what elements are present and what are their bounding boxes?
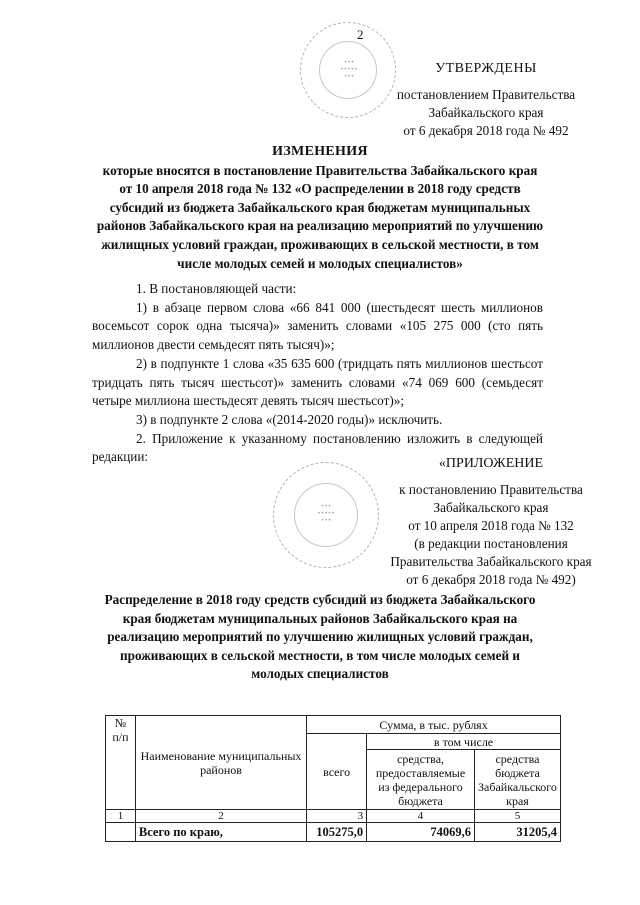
approval-title: УТВЕРЖДЕНЫ — [435, 61, 537, 76]
column-number: 1 — [106, 810, 136, 823]
column-number: 2 — [135, 810, 306, 823]
total-row-regional: 31205,4 — [474, 823, 560, 842]
column-number: 4 — [367, 810, 475, 823]
distribution-table — [105, 715, 561, 842]
total-row-federal: 74069,6 — [367, 823, 475, 842]
appendix-line: от 6 декабря 2018 года № 492) — [406, 572, 576, 587]
approval-block — [381, 60, 591, 140]
appendix-line: от 10 апреля 2018 года № 132 — [408, 518, 574, 533]
column-number: 5 — [474, 810, 560, 823]
appendix-header — [381, 455, 601, 589]
paragraph-1-3: 3) в подпункте 2 слова «(2014-2020 годы)» исключить. — [136, 411, 443, 427]
paragraph-1-2: 2) в подпункте 1 слова «35 635 600 (тридцать пять миллионов шестьсот тридцать пять тысяч шестьсот)» заменить словами «74 069 600 (семьдесят четыре миллиона шестьдесят девять тысяч шестьсот)»; — [92, 355, 543, 409]
col-header-number: № п/п — [106, 716, 136, 810]
column-number: 3 — [307, 810, 367, 823]
total-row-name: Всего по краю, — [135, 823, 306, 842]
approval-line: Забайкальского края — [428, 105, 544, 120]
col-header-total: всего — [307, 734, 367, 810]
table-row-total — [106, 823, 561, 842]
paragraph-2: 2. Приложение к указанному постановлению изложить в следующей редакции: — [92, 430, 543, 465]
changes-subtitle: которые вносятся в постановление Правительства Забайкальского края от 10 апреля 2018 года № 132 «О распределении в 2018 году средств субсидий из бюджета Забайкальского края бюджетам муниципальных районов Забайкальского края на реализацию мероприятий по улучшению жилищных условий граждан, проживающих в сельской местности, в том числе молодых семей и молодых специалистов» — [96, 162, 544, 271]
total-row-total: 105275,0 — [307, 823, 367, 842]
paragraph-1: 1. В постановляющей части: — [136, 281, 297, 296]
appendix-label: «ПРИЛОЖЕНИЕ — [438, 456, 544, 471]
col-header-sum: Сумма, в тыс. рублях — [307, 716, 561, 734]
page-number: 2 — [357, 27, 364, 42]
changes-heading: ИЗМЕНЕНИЯ — [272, 144, 368, 159]
appendix-line: Забайкальского края — [433, 500, 549, 515]
official-seal-stamp: ••• ••••• ••• — [273, 462, 379, 568]
col-header-name: Наименование муниципальных районов — [135, 716, 306, 810]
paragraph-1-1: 1) в абзаце первом слова «66 841 000 (шестьдесят шесть миллионов восемьсот сорок одна тысяча)» заменить словами «105 275 000 (сто пять миллионов двести семьдесят пять тысяч)»; — [92, 299, 543, 353]
changes-title — [96, 143, 544, 273]
column-numbers-row — [106, 810, 561, 823]
total-row-number — [106, 823, 136, 842]
approval-date: от 6 декабря 2018 года № 492 — [403, 123, 569, 138]
appendix-title: Распределение в 2018 году средств субсидий из бюджета Забайкальского края бюджетам муниципальных районов Забайкальского края на реализацию мероприятий по улучшению жилищных условий граждан, проживающих в сельской местности, в том числе молодых семей и молодых специалистов — [104, 592, 536, 682]
approval-line: постановлением Правительства — [396, 87, 576, 102]
col-header-regional: средства бюджета Забайкальского края — [474, 750, 560, 810]
col-header-including: в том числе — [367, 734, 561, 750]
col-header-federal: средства, предоставляемые из федерального бюджета — [367, 750, 475, 810]
official-seal-stamp: ••• ••••• ••• — [300, 22, 396, 118]
appendix-line: (в редакции постановления — [414, 536, 568, 551]
appendix-line: Правительства Забайкальского края — [390, 554, 592, 569]
appendix-line: к постановлению Правительства — [399, 482, 583, 497]
document-body — [92, 280, 543, 467]
